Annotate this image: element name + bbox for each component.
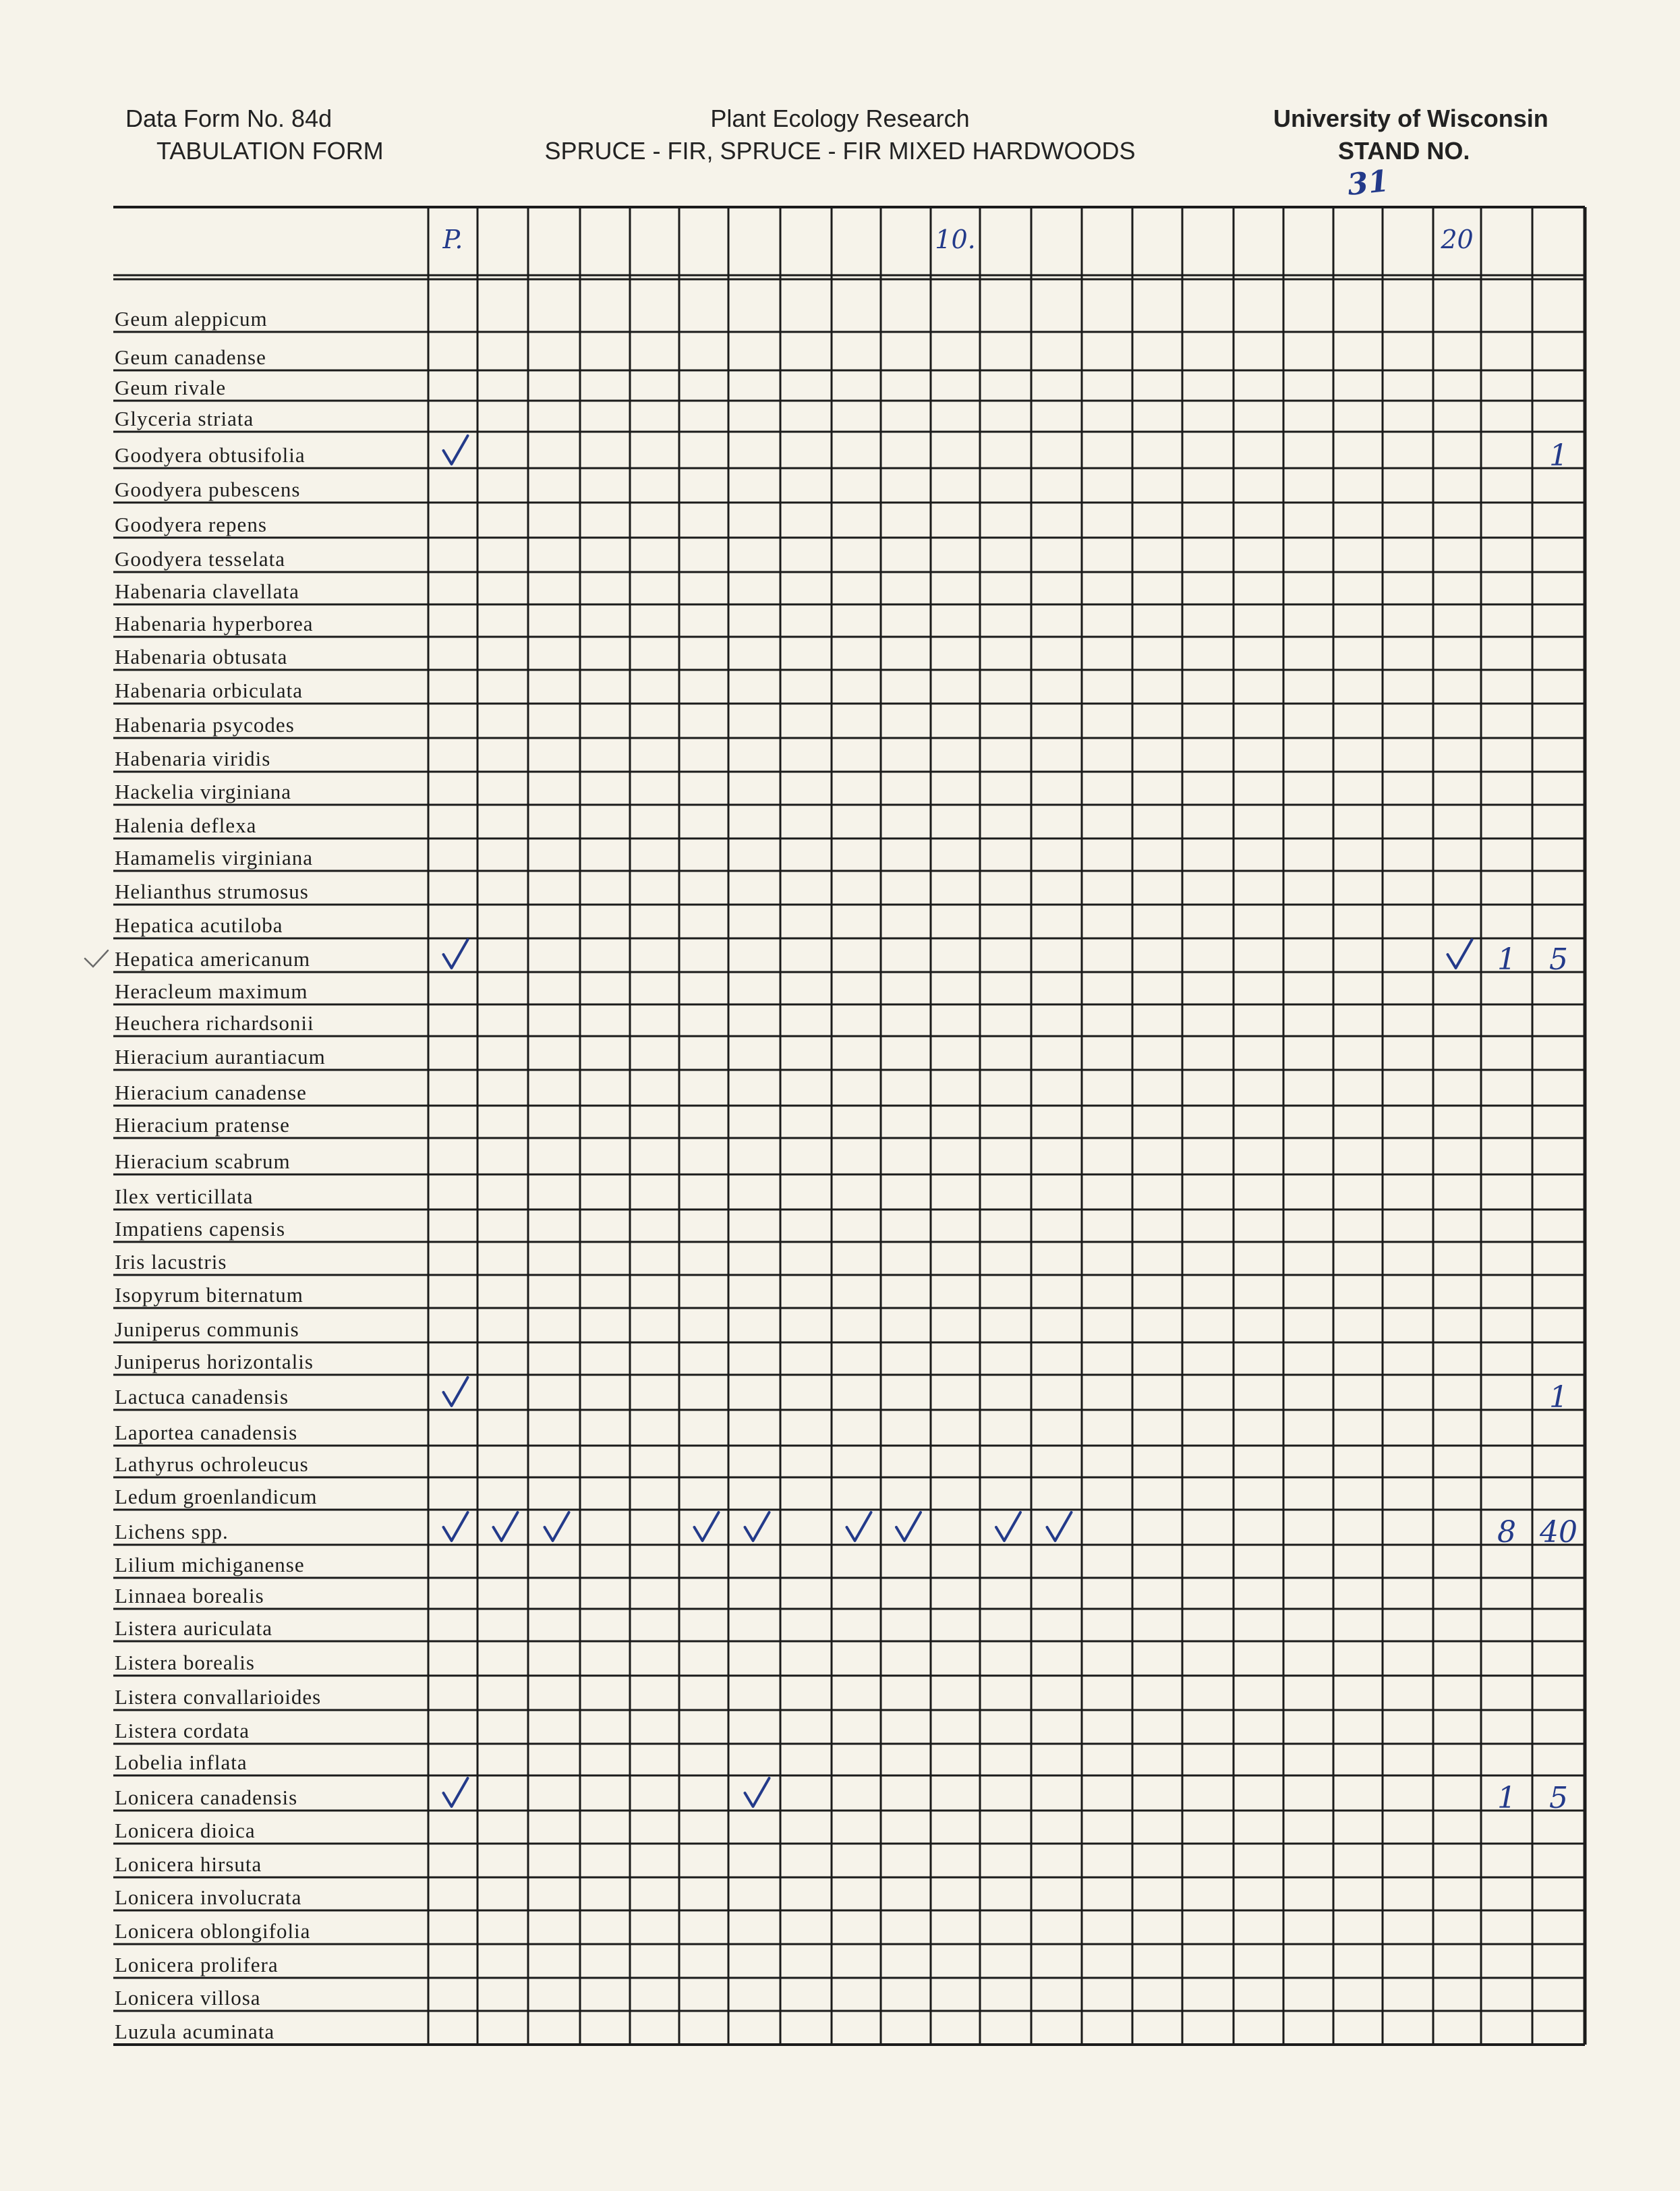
species-label: Isopyrum biternatum — [115, 1283, 303, 1307]
species-label: Lathyrus ochroleucus — [115, 1452, 309, 1476]
form-subtitle: SPRUCE - FIR, SPRUCE - FIR MIXED HARDWOODS — [544, 137, 1136, 165]
species-label: Lonicera villosa — [115, 1986, 261, 2010]
species-label: Hieracium aurantiacum — [115, 1045, 326, 1069]
species-label: Hieracium scabrum — [115, 1149, 291, 1173]
check-mark — [847, 1512, 871, 1541]
species-label: Geum canadense — [115, 345, 266, 369]
university-name: University of Wisconsin — [1273, 105, 1548, 132]
column-marker: 10. — [935, 225, 976, 254]
check-mark — [444, 1512, 468, 1541]
species-label: Impatiens capensis — [115, 1217, 286, 1241]
species-label: Lactuca canadensis — [115, 1385, 289, 1408]
check-mark — [444, 436, 468, 464]
species-label: Helianthus strumosus — [115, 880, 309, 903]
species-label: Ledum groenlandicum — [115, 1485, 318, 1508]
column-marker: 20 — [1441, 225, 1474, 254]
species-label: Lobelia inflata — [115, 1751, 248, 1774]
species-label: Geum rivale — [115, 376, 227, 399]
margin-marks — [85, 950, 108, 967]
tally-total: 1 — [1549, 438, 1568, 473]
species-label: Laportea canadensis — [115, 1421, 298, 1444]
species-label: Lonicera prolifera — [115, 1953, 279, 1976]
species-label: Goodyera repens — [115, 513, 267, 536]
species-label: Geum aleppicum — [115, 307, 268, 331]
tally-total: 5 — [1549, 1781, 1568, 1815]
species-label: Luzula acuminata — [115, 2020, 275, 2043]
org-name: Plant Ecology Research — [710, 105, 970, 132]
species-label: Habenaria viridis — [115, 747, 271, 770]
species-label: Goodyera pubescens — [115, 478, 301, 501]
species-label: Hepatica americanum — [115, 947, 311, 971]
species-label: Glyceria striata — [115, 407, 254, 430]
stand-label: STAND NO. — [1338, 137, 1470, 165]
tally-frequency: 1 — [1497, 942, 1516, 977]
species-label: Heuchera richardsonii — [115, 1011, 314, 1035]
check-mark — [494, 1512, 518, 1541]
species-label: Lonicera hirsuta — [115, 1852, 262, 1876]
check-mark — [1047, 1512, 1072, 1541]
tally-total: 1 — [1549, 1380, 1568, 1415]
tally-total: 40 — [1540, 1515, 1577, 1549]
species-label: Goodyera obtusifolia — [115, 443, 306, 467]
species-label: Listera convallarioides — [115, 1685, 322, 1709]
check-mark — [695, 1512, 719, 1541]
species-label: Iris lacustris — [115, 1250, 227, 1274]
check-mark — [996, 1512, 1020, 1541]
species-label: Lonicera canadensis — [115, 1786, 298, 1809]
species-label: Lonicera involucrata — [115, 1885, 302, 1909]
column-markers — [442, 225, 1474, 254]
species-label: Habenaria hyperborea — [115, 612, 314, 635]
check-mark — [444, 1377, 468, 1406]
species-label: Juniperus communis — [115, 1317, 299, 1341]
check-mark — [1448, 940, 1472, 968]
tally-total: 5 — [1549, 942, 1568, 977]
species-label: Habenaria psycodes — [115, 713, 295, 737]
species-label: Linnaea borealis — [115, 1584, 264, 1607]
species-label: Hackelia virginiana — [115, 780, 292, 803]
check-mark — [444, 1778, 468, 1806]
column-marker: P. — [442, 225, 463, 254]
species-label: Hepatica acutiloba — [115, 913, 283, 937]
tally-frequency: 1 — [1497, 1781, 1516, 1815]
species-label: Heracleum maximum — [115, 979, 308, 1003]
stand-value: 31 — [1345, 163, 1391, 203]
check-mark — [896, 1512, 921, 1541]
species-label: Lonicera oblongifolia — [115, 1919, 311, 1943]
species-label: Hieracium pratense — [115, 1113, 290, 1137]
species-label: Habenaria clavellata — [115, 579, 299, 603]
check-mark — [745, 1778, 770, 1806]
species-label: Lilium michiganense — [115, 1553, 305, 1576]
species-label: Halenia deflexa — [115, 814, 257, 837]
grid-lines — [113, 207, 1585, 2045]
species-label: Hamamelis virginiana — [115, 846, 314, 870]
margin-check-mark — [85, 950, 108, 967]
species-label: Habenaria orbiculata — [115, 679, 303, 702]
species-label: Habenaria obtusata — [115, 645, 288, 668]
tally-frequency: 8 — [1497, 1515, 1516, 1549]
species-label: Juniperus horizontalis — [115, 1350, 314, 1373]
form-number: Data Form No. 84d — [125, 105, 332, 132]
species-label: Lichens spp. — [115, 1520, 229, 1543]
species-label: Lonicera dioica — [115, 1819, 256, 1842]
check-mark — [545, 1512, 569, 1541]
species-label: Goodyera tesselata — [115, 547, 285, 571]
species-label: Listera borealis — [115, 1651, 255, 1674]
species-label: Ilex verticillata — [115, 1185, 254, 1208]
check-mark — [745, 1512, 770, 1541]
species-label: Listera auriculata — [115, 1616, 273, 1640]
form-title: TABULATION FORM — [156, 137, 384, 165]
check-mark — [444, 940, 468, 968]
species-label: Listera cordata — [115, 1719, 250, 1742]
species-label: Hieracium canadense — [115, 1081, 307, 1104]
